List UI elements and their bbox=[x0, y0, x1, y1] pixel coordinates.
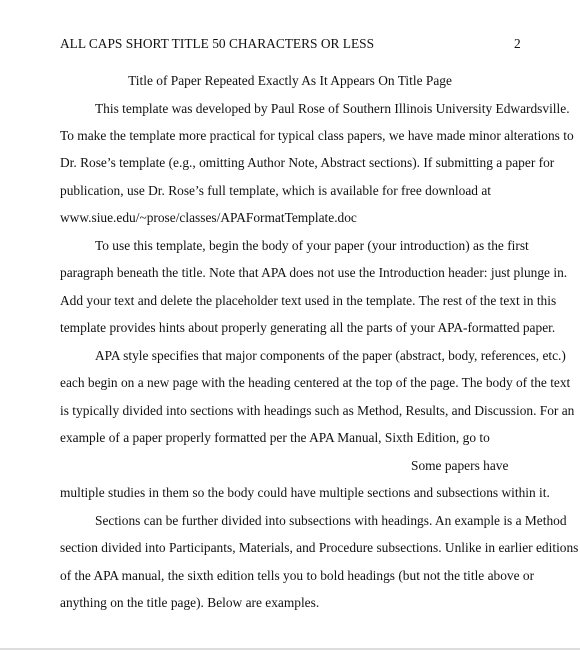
page-number: 2 bbox=[514, 36, 521, 51]
text-line: each begin on a new page with the heading centered at the top of the page. The body of the text bbox=[60, 375, 571, 390]
text-line: Add your text and delete the placeholder text used in the template. The rest of the text in this bbox=[60, 293, 557, 308]
text-line: anything on the title page). Below are examples. bbox=[60, 595, 320, 610]
text-line: APA style specifies that major components of the paper (abstract, body, references, etc.) bbox=[95, 348, 566, 363]
text-line: paragraph beneath the title. Note that APA does not use the Introduction header: just plunge in. bbox=[60, 265, 568, 280]
text-line: Dr. Rose’s template (e.g., omitting Author Note, Abstract sections). If submitting a paper for bbox=[60, 155, 555, 170]
text-line: To use this template, begin the body of your paper (your introduction) as the first bbox=[95, 238, 529, 253]
text-line: To make the template more practical for typical class papers, we have made minor alterations to bbox=[60, 128, 574, 143]
text-line: This template was developed by Paul Rose of Southern Illinois University Edwardsville. bbox=[95, 101, 570, 116]
text-line: is typically divided into sections with headings such as Method, Results, and Discussion. For an bbox=[60, 403, 575, 418]
paper-title: Title of Paper Repeated Exactly As It Appears On Title Page bbox=[128, 73, 452, 88]
running-head: ALL CAPS SHORT TITLE 50 CHARACTERS OR LESS bbox=[60, 36, 375, 51]
text-line: example of a paper properly formatted per the APA Manual, Sixth Edition, go to bbox=[60, 430, 490, 445]
text-line: Sections can be further divided into subsections with headings. An example is a Method bbox=[95, 513, 567, 528]
text-line: template provides hints about properly generating all the parts of your APA-formatted paper. bbox=[60, 320, 556, 335]
text-line: multiple studies in them so the body could have multiple sections and subsections within it. bbox=[60, 485, 550, 500]
text-line: Some papers have bbox=[411, 458, 509, 473]
text-line: of the APA manual, the sixth edition tells you to bold headings (but not the title above or bbox=[60, 568, 535, 583]
text-line: publication, use Dr. Rose’s full template, which is available for free download at bbox=[60, 183, 491, 198]
text-line: section divided into Participants, Materials, and Procedure subsections. Unlike in earlier editions bbox=[60, 540, 579, 555]
template-url-link[interactable]: www.siue.edu/~prose/classes/APAFormatTemplate.doc bbox=[60, 210, 357, 225]
